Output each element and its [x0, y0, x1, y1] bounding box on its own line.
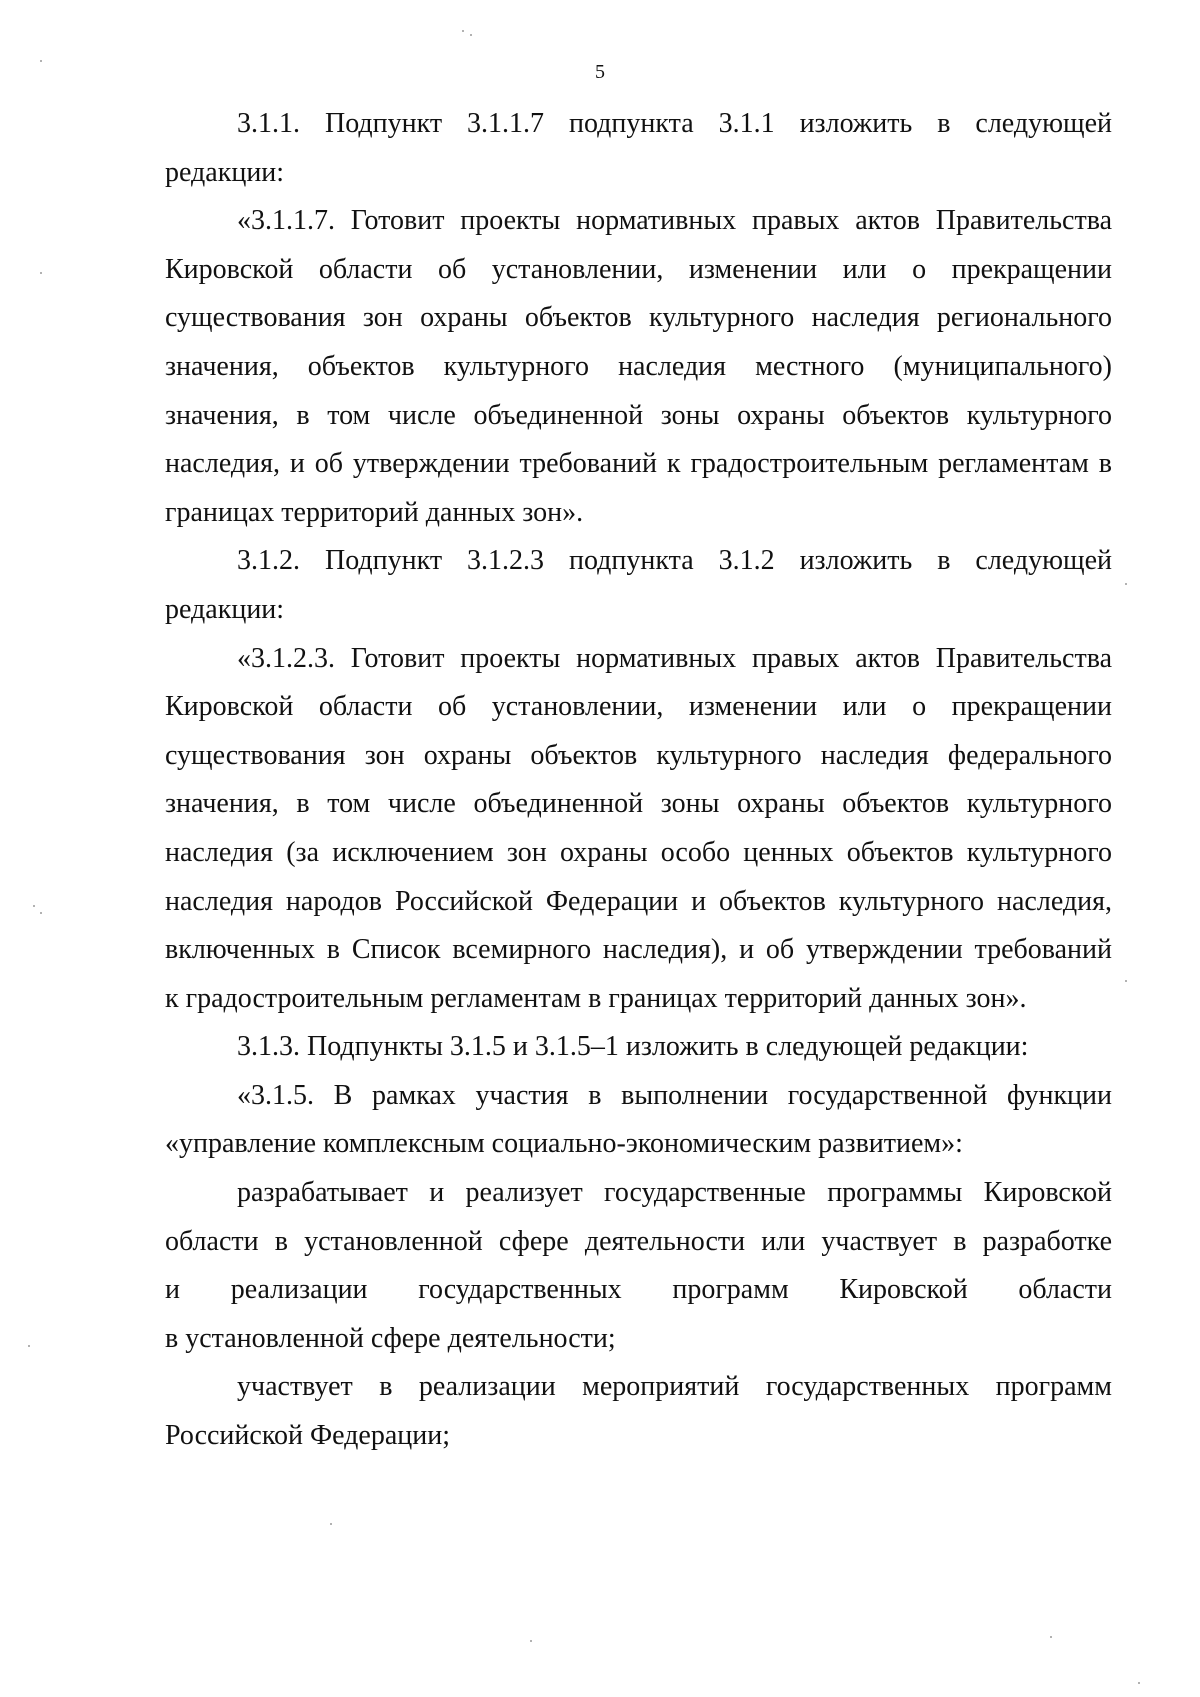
paragraph-federal-programs: [165, 1363, 1112, 1460]
text-line: редакции:: [165, 156, 285, 188]
text-line: включенных в Список всемирного наследия), и об утверждении требований: [165, 934, 1112, 966]
scan-speck: [462, 30, 464, 32]
text-line: 3.1.2. Подпункт 3.1.2.3 подпункта 3.1.2 изложить в следующей: [237, 545, 1112, 577]
text-line: редакции:: [165, 593, 285, 625]
text-line: области в установленной сфере деятельности или участвует в разработке: [165, 1225, 1112, 1257]
paragraph-3-1-1: [165, 100, 1112, 197]
text-line: и реализации государственных программ Кировской области: [165, 1274, 1112, 1306]
scan-speck: [1125, 980, 1127, 982]
text-line: границах территорий данных зон».: [165, 496, 584, 528]
text-line: к градостроительным регламентам в границах территорий данных зон».: [165, 982, 1027, 1014]
paragraph-3-1-2: [165, 537, 1112, 634]
paragraph-3-1-5: [165, 1072, 1112, 1169]
text-line: «3.1.1.7. Готовит проекты нормативных правых актов Правительства: [237, 205, 1112, 237]
scan-speck: [33, 905, 35, 907]
scan-speck: [330, 1523, 332, 1525]
text-line: Кировской области об установлении, изменении или о прекращении: [165, 691, 1112, 723]
text-line: «управление комплексным социально-экономическим развитием»:: [165, 1128, 963, 1160]
text-line: «3.1.5. В рамках участия в выполнении государственной функции: [237, 1079, 1112, 1111]
text-line: 3.1.3. Подпункты 3.1.5 и 3.1.5–1 изложить в следующей редакции:: [237, 1031, 1029, 1063]
scan-speck: [530, 1640, 532, 1642]
text-line: значения, объектов культурного наследия местного (муниципального): [165, 350, 1112, 382]
text-line: наследия, и об утверждении требований к градостроительным регламентам в: [165, 448, 1112, 480]
text-line: участвует в реализации мероприятий государственных программ: [237, 1371, 1112, 1403]
text-line: Российской Федерации;: [165, 1420, 451, 1452]
paragraph-3-1-1-7: [165, 197, 1112, 537]
text-line: в установленной сфере деятельности;: [165, 1322, 616, 1354]
page-number: 5: [595, 61, 605, 83]
paragraph-3-1-3: [165, 1023, 1112, 1072]
text-line: «3.1.2.3. Готовит проекты нормативных правых актов Правительства: [237, 642, 1112, 674]
scan-speck: [40, 912, 42, 914]
text-line: значения, в том числе объединенной зоны охраны объектов культурного: [165, 399, 1112, 431]
scan-speck: [1138, 1682, 1140, 1684]
text-line: разрабатывает и реализует государственные программы Кировской: [237, 1177, 1112, 1209]
text-line: 3.1.1. Подпункт 3.1.1.7 подпункта 3.1.1 изложить в следующей: [237, 108, 1112, 139]
document-body: [165, 100, 1112, 1461]
paragraph-programs: [165, 1169, 1112, 1363]
text-line: наследия (за исключением зон охраны особо ценных объектов культурного: [165, 836, 1112, 868]
scan-speck: [28, 1345, 30, 1347]
scan-speck: [40, 60, 42, 62]
text-line: значения, в том числе объединенной зоны охраны объектов культурного: [165, 788, 1112, 820]
scan-speck: [1125, 583, 1127, 585]
scan-speck: [470, 34, 472, 36]
text-line: существования зон охраны объектов культурного наследия федерального: [165, 739, 1112, 771]
scan-speck: [40, 272, 42, 274]
text-line: Кировской области об установлении, изменении или о прекращении: [165, 253, 1112, 285]
text-line: существования зон охраны объектов культурного наследия регионального: [165, 302, 1112, 334]
paragraph-3-1-2-3: [165, 635, 1112, 1024]
scan-speck: [1050, 1636, 1052, 1638]
text-line: наследия народов Российской Федерации и объектов культурного наследия,: [165, 885, 1112, 917]
